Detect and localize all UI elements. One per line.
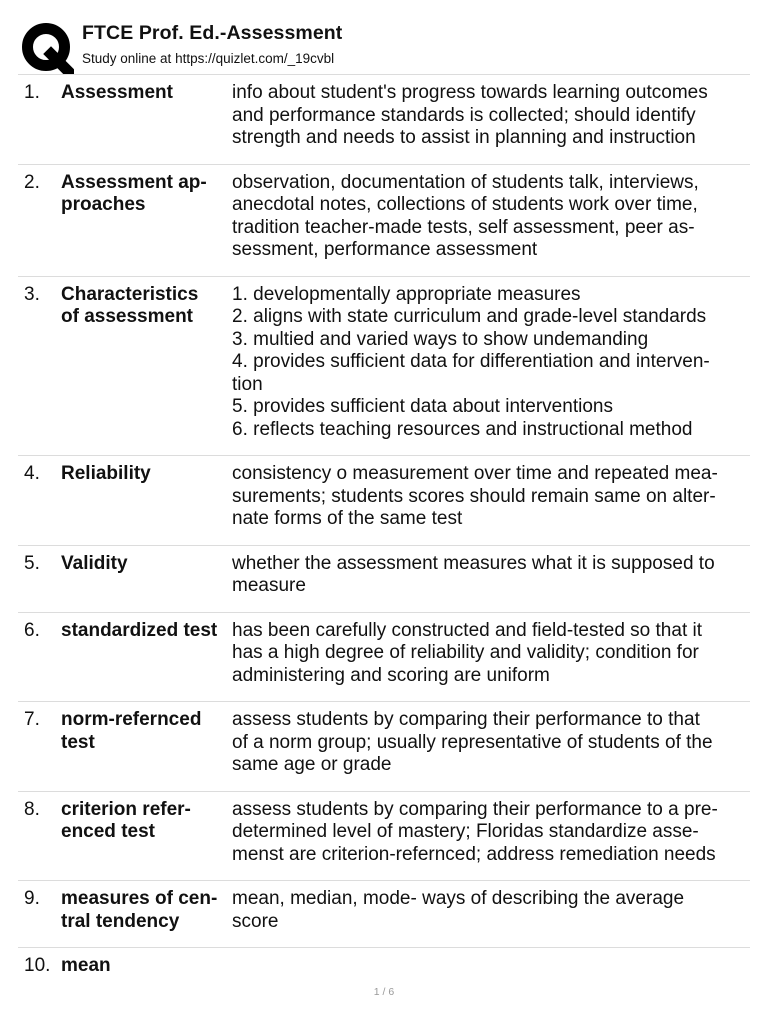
definition-line: measure — [232, 575, 306, 596]
definition-line: tion — [232, 373, 263, 395]
definition-line: 2. aligns with state curriculum and grade-level standards — [232, 306, 707, 327]
item-definition — [231, 799, 750, 867]
list-item — [18, 881, 750, 948]
item-term: standardized test — [61, 619, 218, 641]
definition-line: 5. provides sufficient data about interventions — [232, 396, 613, 417]
item-term: mean — [61, 955, 111, 976]
item-term — [61, 709, 231, 777]
item-number: 3. — [24, 283, 40, 305]
item-term — [61, 172, 231, 262]
term-line: tral tendency — [61, 910, 180, 932]
item-term — [61, 799, 231, 867]
definition-line: has been carefully constructed and field-tested so that it — [232, 619, 702, 641]
item-term: Assessment — [61, 82, 173, 103]
definition-line: and performance standards is collected; should identify — [232, 104, 696, 126]
flashcard-list — [18, 74, 750, 992]
definition-line: administering and scoring are uniform — [232, 664, 550, 686]
page-subtitle: Study online at https://quizlet.com/_19cvbl — [82, 51, 335, 66]
definition-line: mean, median, mode- ways of describing the average — [232, 888, 685, 909]
definition-line: surements; students scores should remain same on alter- — [232, 485, 716, 507]
item-number: 1. — [24, 82, 40, 103]
definition-line: determined level of mastery; Floridas standardize asse- — [232, 821, 699, 842]
definition-line: same age or grade — [232, 754, 392, 775]
definition-line: tradition teacher-made tests, self assessment, peer as- — [232, 216, 695, 238]
list-item — [18, 277, 750, 457]
definition-line: 6. reflects teaching resources and instructional method — [232, 418, 693, 440]
definition-line: 1. developmentally appropriate measures — [232, 283, 581, 305]
list-item — [18, 948, 750, 992]
term-line: Assessment ap- — [61, 171, 207, 193]
item-number: 4. — [24, 463, 40, 484]
item-number: 5. — [24, 552, 40, 574]
item-definition — [231, 620, 750, 688]
list-item — [18, 165, 750, 277]
list-item — [18, 456, 750, 546]
definition-line: consistency o measurement over time and repeated mea- — [232, 463, 718, 484]
item-definition — [231, 284, 750, 442]
list-item — [18, 546, 750, 613]
item-number: 10. — [24, 955, 51, 976]
item-definition — [231, 172, 750, 262]
list-item — [18, 75, 750, 165]
definition-line: has a high degree of reliability and validity; condition for — [232, 642, 699, 663]
definition-line: nate forms of the same test — [232, 508, 463, 529]
definition-line: 4. provides sufficient data for differentiation and interven- — [232, 351, 710, 372]
term-line: of assessment — [61, 306, 194, 327]
definition-line: sessment, performance assessment — [232, 239, 538, 260]
item-number: 7. — [24, 709, 40, 730]
header — [18, 18, 750, 74]
definition-line: assess students by comparing their performance to that — [232, 709, 700, 730]
item-number: 2. — [24, 171, 40, 193]
item-definition — [231, 463, 750, 531]
list-item — [18, 702, 750, 792]
item-term — [61, 284, 231, 442]
page-indicator: 1 / 6 — [373, 986, 395, 998]
item-number: 6. — [24, 619, 40, 641]
item-number: 8. — [24, 798, 40, 820]
definition-line: info about student's progress towards learning outcomes — [232, 82, 708, 103]
term-line: proaches — [61, 194, 146, 215]
item-definition — [231, 82, 750, 150]
item-definition — [231, 955, 750, 978]
list-item — [18, 792, 750, 882]
item-definition — [231, 709, 750, 777]
term-line: norm-refernced — [61, 709, 202, 730]
definition-line: observation, documentation of students talk, interviews, — [232, 171, 699, 193]
definition-line: 3. multied and varied ways to show undemanding — [232, 328, 649, 350]
term-line: criterion refer- — [61, 798, 191, 820]
definition-line: menst are criterion-refernced; address remediation needs — [232, 843, 716, 865]
definition-line: score — [232, 910, 279, 932]
term-line: measures of cen- — [61, 888, 218, 909]
definition-line: of a norm group; usually representative of students of the — [232, 731, 713, 753]
term-line: test — [61, 731, 95, 753]
list-item — [18, 613, 750, 703]
definition-line: strength and needs to assist in planning and instruction — [232, 127, 696, 148]
definition-line: assess students by comparing their performance to a pre- — [232, 798, 718, 820]
item-term — [61, 888, 231, 933]
item-definition — [231, 888, 750, 933]
item-number: 9. — [24, 888, 40, 909]
definition-line: whether the assessment measures what it is supposed to — [232, 552, 715, 574]
term-line: enced test — [61, 821, 155, 842]
item-term: Validity — [61, 552, 128, 574]
item-term: Reliability — [61, 463, 151, 484]
page-title: FTCE Prof. Ed.-Assessment — [82, 22, 343, 44]
quizlet-q-logo-icon — [20, 21, 74, 75]
item-definition — [231, 553, 750, 598]
definition-line: anecdotal notes, collections of students work over time, — [232, 194, 698, 215]
term-line: Characteristics — [61, 283, 199, 305]
